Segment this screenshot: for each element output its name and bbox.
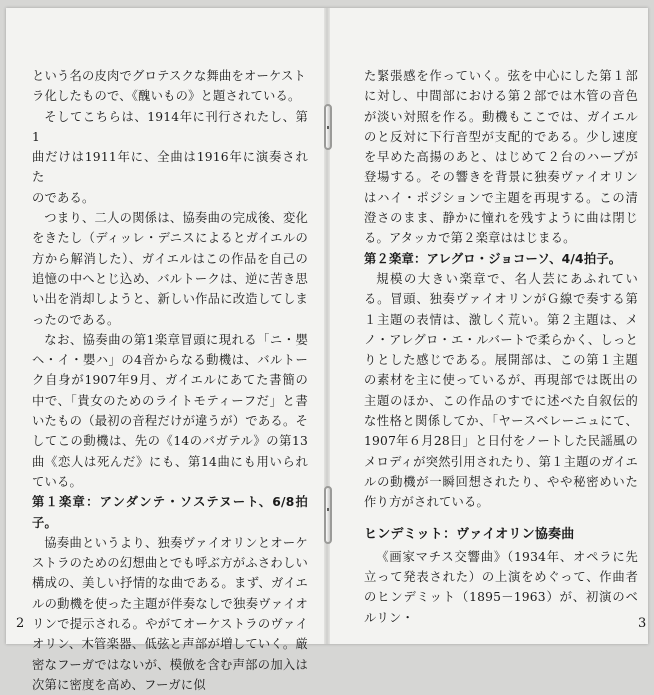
paragraph: 《画家マチス交響曲》（1934年、オペラに先立って発表された）の上演をめぐって、作曲者のヒンデミット（1895－1963）が、初演のベルリン・ (364, 549, 638, 625)
paragraph: 協奏曲というより、独奏ヴァイオリンとオーケストラのための幻想曲とでも呼ぶ方がふさわしい構成の、美しい抒情的な曲である。まず、ガイエルの動機を使った主題が伴奏なしで独奏ヴァイオリンで提示される。やがてオーケストラのヴァイオリン、木管楽器、低弦と声部が増していく。厳密なフーガではないが、模倣を含む声部の加入は次第に密度を高め、フーガに似 (32, 535, 308, 692)
left-page (6, 8, 326, 692)
paragraph: つまり、二人の関係は、協奏曲の完成後、変化をきたし（ディッレ・デニスによるとガイエルの方から解消した）、ガイエルはこの作品を自己の追憶の中へとじ込め、バルトークは、逆に苦き思い出を消却しようと、新しい作品に改造してしまったのである。 (32, 211, 308, 327)
movement-2-heading: 第２楽章：アレグロ・ジョコーソ、4/4拍子。 (364, 251, 622, 266)
text-line: のである。 (32, 190, 95, 205)
text-line: ラ化したもので、《醜いもの》と題されている。 (32, 89, 301, 104)
section-title: ヒンデミット：ヴァイオリン協奏曲 (364, 526, 575, 542)
movement-1-heading: 第１楽章：アンダンテ・ソステヌート、6/8拍子。 (32, 495, 308, 530)
paragraph: た緊張感を作っていく。弦を中心にした第１部に対し、中間部における第２部では木管の音色が淡い対照を作る。動機もここでは、ガイエルのと反対に下行音型が支配的である。少し速度を早めた高揚のあと、はじめて２台のハープが登場する。その響きを背景に独奏ヴァイオリンはハイ・ポジションで主題を再現する。この清澄さのまま、静かに憧れを残すように曲は閉じる。アタッカで第２楽章ははじまる。 (364, 69, 638, 246)
text-line: 曲だけは1911年に、全曲は1916年に演奏された (32, 150, 308, 185)
paragraph: 規模の大きい楽章で、名人芸にあふれている。冒頭、独奏ヴァイオリンがＧ線で奏する第１主題の表情は、激しく荒い。第２主題は、メノ・アレグロ・エ・ルバートで柔らかく、しっとりとした感じである。展開部は、この第１主題の素材を主に使っているが、再現部では既出の主題のほか、この作品のすでに述べた自叙伝的な性格と関係してか、「ヤースベレーニュにて、1907年６月28日」と日付をノートした民謡風のメロディが突然引用されたり、第１主題のガイエルの動機が一瞬回想されたり、やや秘密めいた作り方がされている。 (364, 271, 638, 510)
page-number-left: 2 (16, 616, 25, 631)
staple (324, 486, 332, 544)
booklet (6, 8, 648, 692)
right-page-text (364, 66, 638, 628)
page-number-right: 3 (638, 616, 647, 631)
staple (324, 104, 332, 150)
text-line: という名の皮肉でグロテスクな舞曲をオーケスト (32, 69, 306, 83)
text-line: そしてこちらは、1914年に刊行されたし、第1 (32, 109, 308, 144)
left-page-text (32, 66, 308, 695)
right-page (328, 8, 648, 644)
paragraph: なお、協奏曲の第1楽章冒頭に現れる「ニ・嬰ヘ・イ・嬰ハ」の4音からなる動機は、バルトーク自身が1907年9月、ガイエルにあてた書簡の中で、「貴女のためのライトモティーフだ」と書いたもの（最初の音程だけが違うが）である。そしてこの動機は、先の《14のバガテル》の第13曲《恋人は死んだ》にも、第14曲にも用いられている。 (32, 332, 308, 489)
